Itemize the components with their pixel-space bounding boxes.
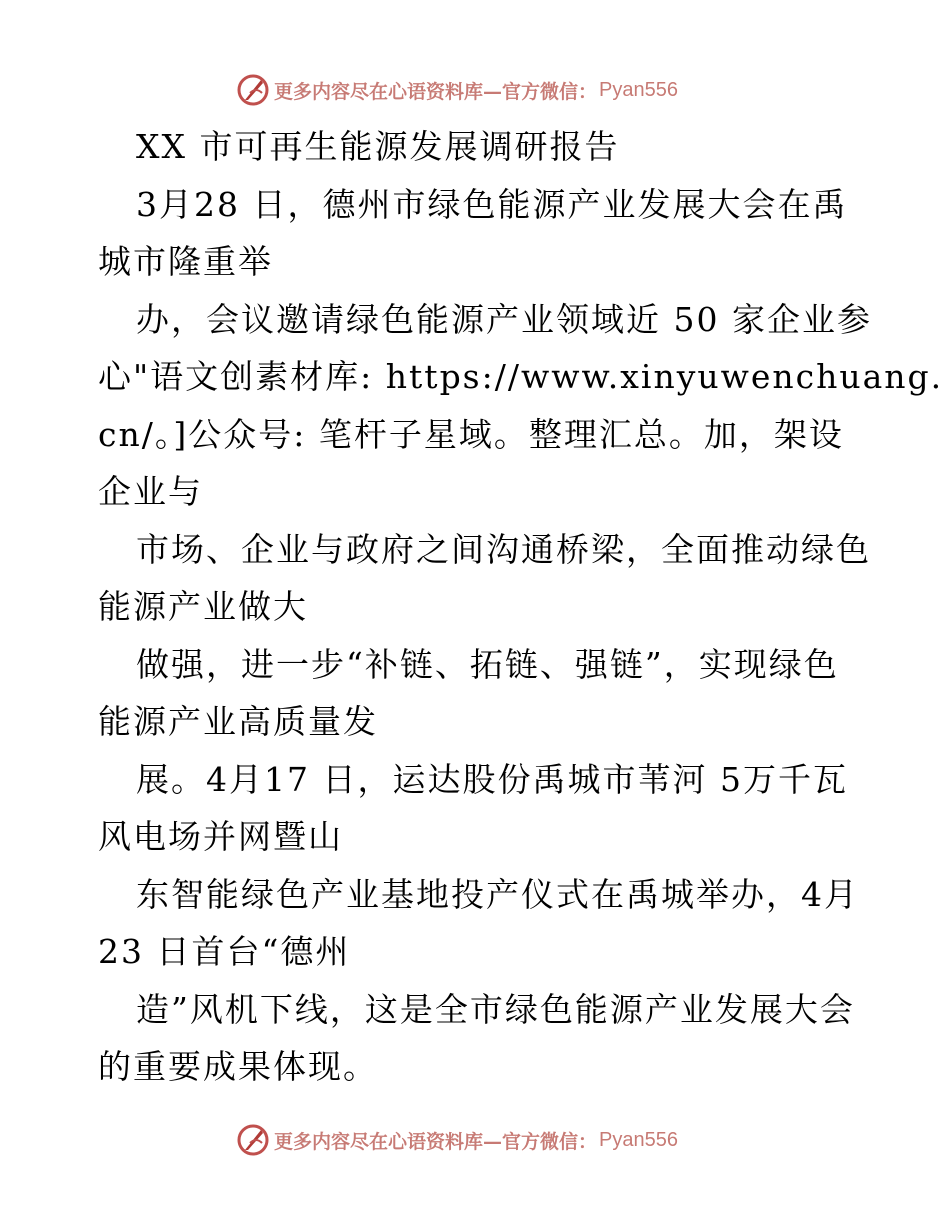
body-line: 东智能绿色产业基地投产仪式在禹城举办，4月 bbox=[136, 874, 859, 914]
document-body bbox=[98, 118, 944, 1096]
body-line: 办，会议邀请绿色能源产业领域近 50 家企业参 bbox=[136, 299, 872, 339]
quill-logo-icon bbox=[236, 1123, 270, 1157]
body-line: 3月28 日，德州市绿色能源产业发展大会在禹 bbox=[136, 184, 848, 224]
banner-wechat-id: Pyan556 bbox=[599, 78, 678, 101]
body-line: 风电场并网暨山 bbox=[98, 817, 343, 856]
quill-logo-icon bbox=[236, 73, 270, 107]
body-line: 做强，进一步“补链、拓链、强链”，实现绿色 bbox=[136, 644, 839, 684]
header-banner bbox=[236, 72, 678, 108]
body-line: 城市隆重举 bbox=[98, 242, 273, 281]
banner-text: 更多内容尽在心语资料库—官方微信： bbox=[274, 80, 598, 103]
body-line: 能源产业做大 bbox=[98, 587, 308, 626]
banner-text: 更多内容尽在心语资料库—官方微信： bbox=[274, 1130, 598, 1153]
body-line: cn/。]公众号: 笔杆子星域。整理汇总。加，架设 bbox=[98, 414, 844, 454]
footer-banner bbox=[236, 1122, 678, 1158]
body-line: 23 日首台“德州 bbox=[98, 932, 351, 971]
body-line: 造”风机下线，这是全市绿色能源产业发展大会 bbox=[136, 989, 855, 1029]
banner-wechat-id: Pyan556 bbox=[599, 1128, 678, 1151]
body-line: 心"语文创素材库: https://www.xinyuwenchuang. bbox=[98, 357, 944, 396]
document-title: XX 市可再生能源发展调研报告 bbox=[136, 127, 620, 166]
body-line: 能源产业高质量发 bbox=[98, 702, 378, 741]
body-line: 企业与 bbox=[98, 472, 203, 511]
body-line: 市场、企业与政府之间沟通桥梁，全面推动绿色 bbox=[136, 529, 871, 569]
body-line: 的重要成果体现。 bbox=[98, 1047, 378, 1086]
body-line: 展。4月17 日，运达股份禹城市苇河 5万千瓦 bbox=[136, 759, 848, 799]
